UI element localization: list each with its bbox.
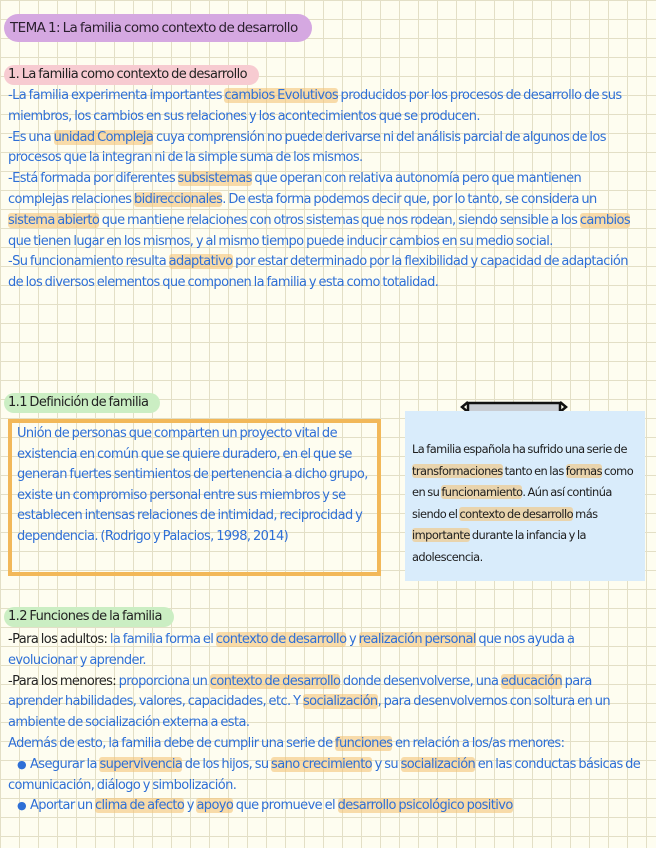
section12-p3 [8, 734, 642, 755]
bullet-icon: ● [17, 757, 26, 771]
text: Aportar un [30, 798, 95, 814]
section1-p4 [8, 252, 642, 294]
section1-p2 [8, 128, 642, 170]
highlight: supervivencia [99, 756, 183, 772]
section1-p1 [8, 86, 642, 128]
section1-body [8, 86, 642, 294]
text: Además de esto, la familia debe de cumplir una serie de [8, 735, 336, 751]
text: que promueve el [233, 798, 338, 814]
text: donde desenvolverse, una [340, 673, 501, 689]
highlight: educación [500, 673, 563, 689]
text: La familia española ha sufrido una serie de [412, 442, 627, 456]
section1-heading: 1. La familia como contexto de desarrollo [4, 65, 259, 85]
text: que nos ayuda a evolucionar y aprender. [8, 632, 575, 668]
text: Asegurar la [30, 756, 100, 772]
section12-body [8, 630, 642, 817]
highlight: funcionamiento [441, 485, 523, 499]
text: -La familia experimenta importantes [8, 88, 225, 103]
text: cuya comprensión no puede derivarse ni del análisis parcial de algunos de los procesos que la integran ni de la simple suma de los mismos. [8, 129, 606, 166]
text: como en su [412, 463, 634, 499]
text: en las conductas básicas de comunicación, diálogo y simbolización. [8, 756, 641, 793]
text: más [573, 506, 598, 521]
text: , para desenvolvernos con soltura en un ambiente de socialización externa a esta. [8, 694, 610, 731]
highlight: transformaciones [412, 463, 503, 478]
highlight: cambios Evolutivos [224, 88, 339, 103]
highlight: socialización [302, 694, 378, 710]
text: . Aún así continúa siendo el [412, 485, 612, 521]
text: -Su funcionamiento resulta [8, 254, 169, 270]
text: y [184, 798, 197, 814]
definition-text: Unión de personas que comparten un proyecto vital de existencia en común que se quiere duradero, en el que se generan fuertes sentimientos de pertenencia a dicho grupo, existe un compromiso personal entre sus miembros y se establecen intensas relaciones de intimidad, reciprocidad y dependencia. (Rodrigo y Palacios, 1998, 2014) [17, 426, 368, 544]
highlight: contexto de desarrollo [459, 506, 574, 521]
highlight: clima de afecto [95, 798, 185, 814]
text: y [346, 632, 359, 647]
text: -Es una [8, 129, 54, 145]
highlight: importante [412, 528, 470, 542]
text: que tienen lugar en los mismos, y al mismo tiempo puede inducir cambios en su medio social. [8, 233, 553, 249]
note-box [405, 411, 645, 581]
section1-p3 [8, 169, 642, 252]
highlight: formas [565, 463, 602, 478]
bullet-icon: ● [17, 799, 26, 813]
section12-heading: 1.2 Funciones de la familia [4, 607, 174, 627]
highlight: contexto de desarrollo [209, 673, 341, 689]
highlight: unidad Compleja [53, 129, 154, 145]
highlight: cambios [579, 212, 631, 228]
bullet-item [8, 796, 642, 817]
text: producidos por los procesos de desarrollo de sus miembros, los cambios en sus relaciones y los acontecimientos que se producen. [8, 88, 622, 124]
label: -Para los adultos: [8, 632, 108, 647]
text: y su [372, 756, 401, 772]
highlight: subsistemas [177, 171, 252, 187]
highlight: realización personal [358, 632, 476, 647]
highlight: socialización [400, 756, 476, 772]
text: en relación a los/as menores: [392, 735, 565, 751]
highlight: apoyo [196, 798, 234, 814]
text: durante la infancia y la adolescencia. [412, 528, 586, 564]
text: tanto en las [502, 463, 566, 478]
highlight: desarrollo psicológico positivo [337, 798, 513, 814]
bullet-item [8, 755, 642, 797]
highlight: funciones [335, 735, 393, 751]
text: que operan con relativa autonomía pero que mantienen complejas relaciones [8, 171, 582, 207]
text: . De esta forma podemos decir que, por lo tanto, se considera un [222, 191, 597, 207]
highlight: adaptativo [168, 254, 233, 270]
section12-p2 [8, 672, 642, 734]
definition-box [8, 419, 381, 576]
highlight: bidireccionales [134, 191, 223, 207]
highlight: contexto de desarrollo [215, 632, 347, 647]
text: la familia forma el [107, 632, 216, 647]
highlight: sano crecimiento [271, 756, 373, 772]
text: -Está formada por diferentes [8, 171, 178, 187]
highlight: sistema abierto [8, 212, 100, 228]
label: -Para los menores: [8, 673, 117, 689]
text: que mantiene relaciones con otros sistemas que nos rodean, siendo sensible a los [99, 212, 580, 228]
text: de los hijos, su [182, 756, 272, 772]
text: por estar determinado por la flexibilidad y capacidad de adaptación de los diversos elementos que componen la familia y esta como totalidad. [8, 254, 628, 291]
text: proporciona un [116, 673, 210, 689]
page-title: TEMA 1: La familia como contexto de desarrollo [4, 14, 312, 42]
text: para aprender habilidades, valores, capacidades, etc. Y [8, 673, 592, 710]
section11-heading: 1.1 Definición de familia [4, 393, 160, 413]
section12-p1 [8, 630, 642, 672]
